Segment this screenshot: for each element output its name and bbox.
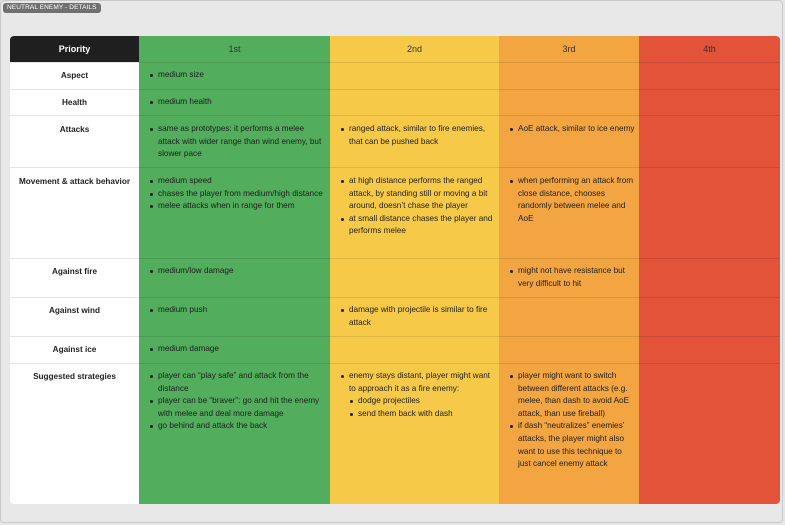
list-item: melee attacks when in range for them (149, 200, 325, 213)
cell-aspect-p1 (149, 69, 325, 82)
row-divider (10, 336, 780, 337)
list-item: player can be “braver”: go and hit the enemy with melee and deal more damage (149, 395, 325, 420)
cell-ice-p1 (149, 343, 325, 356)
cell-fire-p3 (509, 265, 635, 290)
priority-4-column (639, 36, 780, 504)
list-item: medium speed (149, 175, 325, 188)
priority-table (10, 36, 780, 504)
list-item: medium damage (149, 343, 325, 356)
row-divider (10, 297, 780, 298)
row-divider (10, 258, 780, 259)
list-item: go behind and attack the back (149, 420, 325, 433)
cell-strategies-p3 (509, 370, 635, 471)
list-item: chases the player from medium/high distance (149, 188, 325, 201)
row-divider (10, 167, 780, 168)
list-item: medium health (149, 96, 325, 109)
header-priority-3: 3rd (562, 44, 576, 54)
cell-movement-p1 (149, 175, 325, 213)
cell-movement-p3 (509, 175, 635, 225)
list-item: at high distance performs the ranged attack, by standing still or moving a bit around, doesn’t chase the player (340, 175, 494, 213)
frame-title[interactable]: NEUTRAL ENEMY - DETAILS (3, 3, 101, 13)
cell-strategies-p2 (340, 370, 494, 420)
row-label-attacks: Attacks (59, 125, 90, 134)
row-divider (10, 363, 780, 364)
list-item: player can “play safe” and attack from the distance (149, 370, 325, 395)
row-label-against-ice: Against ice (52, 345, 97, 354)
row-label-against-fire: Against fire (51, 267, 98, 276)
list-item: same as prototypes: it performs a melee attack with wider range than wind enemy, but slower pace (149, 123, 325, 161)
row-label-health: Health (61, 98, 88, 107)
header-priority-4: 4th (703, 44, 716, 54)
list-item: medium size (149, 69, 325, 82)
list-item: might not have resistance but very difficult to hit (509, 265, 635, 290)
list-item: enemy stays distant, player might want to approach it as a fire enemy: (340, 370, 494, 395)
priority-2-column (330, 36, 499, 504)
cell-fire-p1 (149, 265, 325, 278)
cell-attacks-p2 (340, 123, 494, 148)
row-label-movement: Movement & attack behavior (18, 177, 131, 186)
list-item: at small distance chases the player and performs melee (340, 213, 494, 238)
list-item: medium push (149, 304, 325, 317)
cell-wind-p2 (340, 304, 494, 329)
header-priority: Priority (10, 36, 139, 62)
row-divider (10, 115, 780, 116)
list-subitem: send them back with dash (340, 408, 494, 421)
header-priority-2: 2nd (406, 44, 423, 54)
cell-wind-p1 (149, 304, 325, 317)
cell-attacks-p1 (149, 123, 325, 161)
row-divider (10, 89, 780, 90)
cell-strategies-p1 (149, 370, 325, 433)
list-item: damage with projectile is similar to fire attack (340, 304, 494, 329)
list-item: medium/low damage (149, 265, 325, 278)
cell-movement-p2 (340, 175, 494, 238)
row-label-aspect: Aspect (60, 71, 89, 80)
cell-attacks-p3 (509, 123, 635, 136)
list-item: ranged attack, similar to fire enemies, that can be pushed back (340, 123, 494, 148)
row-divider (10, 62, 780, 63)
list-item: AoE attack, similar to ice enemy (509, 123, 635, 136)
cell-health-p1 (149, 96, 325, 109)
list-item: if dash “neutralizes” enemies’ attacks, the player might also want to use this technique to just cancel enemy attack (509, 420, 635, 470)
list-item: when performing an attack from close distance, chooses randomly between melee and AoE (509, 175, 635, 225)
list-subitem: dodge projectiles (340, 395, 494, 408)
list-item: player might want to switch between different attacks (e.g. melee, than dash to avoid AoE attack, than use fireball) (509, 370, 635, 420)
header-priority-1: 1st (228, 44, 241, 54)
row-label-suggested-strategies: Suggested strategies (33, 372, 116, 381)
row-label-against-wind: Against wind (49, 306, 100, 315)
